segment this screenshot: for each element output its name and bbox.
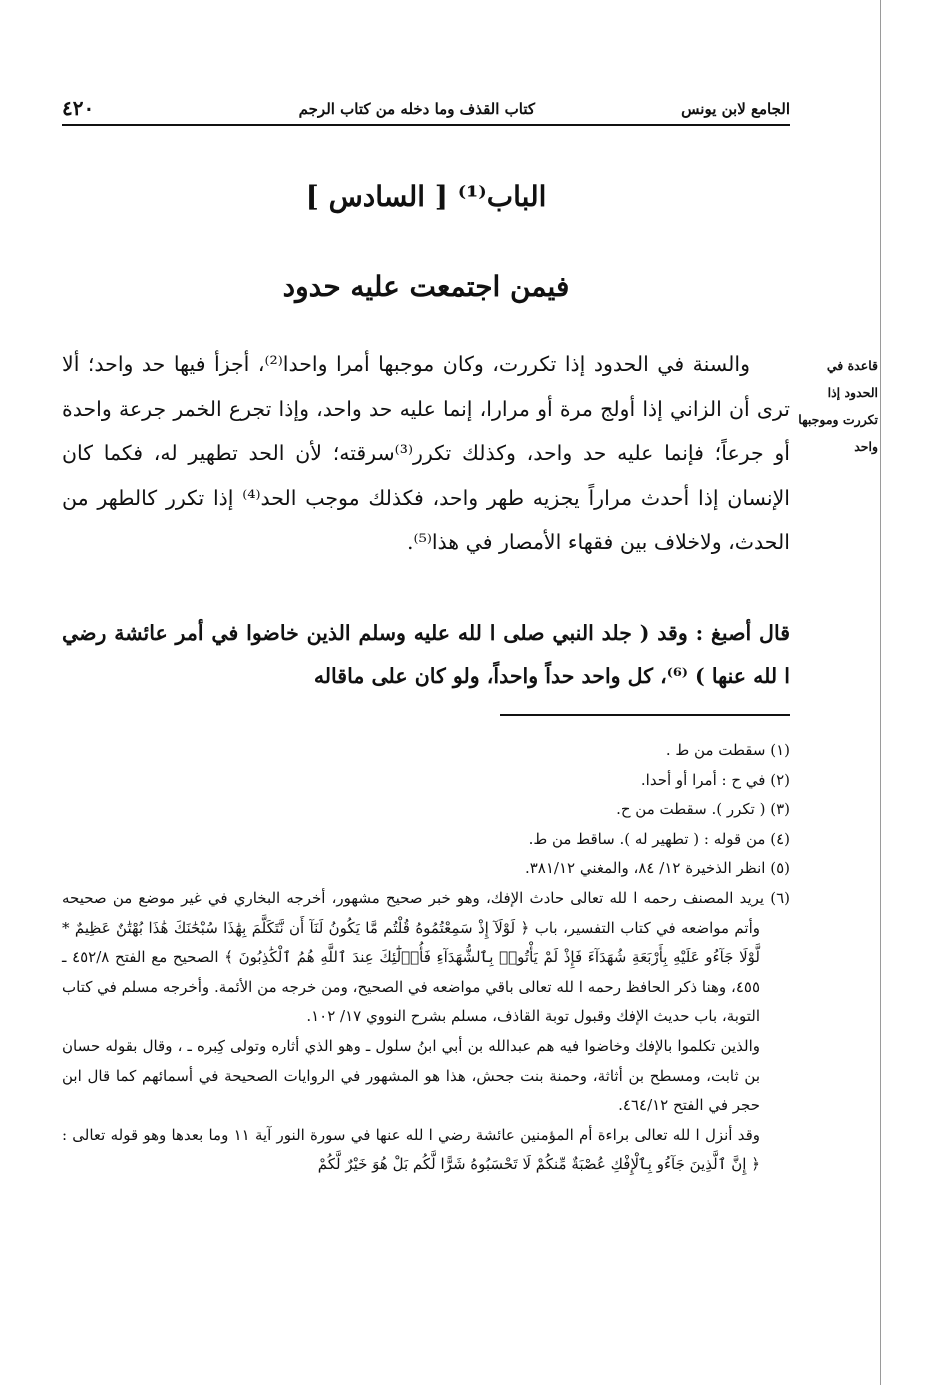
running-header [62, 96, 790, 122]
footnote-6: (٦) يريد المصنف رحمه ا لله تعالى حادث الإفك، وهو خبر صحيح مشهور، أخرجه البخاري في غير موضع من صحيحه وأتم مواضعه في كتاب التفسير، باب ﴿ لَوْلَآ إِذْ سَمِعْتُمُوهُ قُلْتُم مَّا يَكُونُ لَنَآ أَن نَّتَكَلَّمَ بِهَٰذَا سُبْحَٰنَكَ هَٰذَا بُهْتَٰنٌ عَظِيمٌ * لَّوْلَا جَآءُو عَلَيْهِ بِأَرْبَعَةِ شُهَدَآءَ فَإِذْ لَمْ يَأْتُوا۟ بِٱلشُّهَدَآءِ فَأُو۟لَٰٓئِكَ عِندَ ٱللَّهِ هُمُ ٱلْكَٰذِبُونَ ﴾ الصحيح مع الفتح ٤٥٢/٨ ـ ٤٥٥، وهنا ذكر الحافظ رحمه ا لله تعالى باقي مواضعه في الصحيح، ومن خرجه من الأئمة. وأخرجه مسلم في كتاب التوبة، باب حديث الإفك وقبول توبة القاذف، مسلم بشرح النووي ١٧/ ١٠٢. [62, 888, 790, 1026]
quote-paragraph: قال أصبغ : وقد ( جلد النبي صلى ا لله عليه وسلم الذين خاضوا في أمر عائشة رضي ا لله عنها ) ⁽⁶⁾، كل واحد حداً واحداً، ولو كان على ماقاله [62, 621, 790, 688]
chapter-title: الباب⁽¹⁾ [ السادس ] [305, 180, 547, 213]
header-divider [62, 124, 790, 126]
footnote-2: (٢) في ح : أمرا أو أحدا. [640, 770, 790, 789]
footnote-6-continuation-1: والذين تكلموا بالإفك وخاضوا فيه هم عبدالله بن أبي ابنُ سلول ـ وهو الذي أثاره وتولى كِبره ـ ، وقال بقوله حسان بن ثابت، ومسطح بن أثاثة، وحمنة بنت جحش، هذا هو المشهور في الروايات الصحيحة في أسمائهم كما قال ابن حجر في الفتح ٤٦٤/١٢. [62, 1036, 760, 1115]
margin-note: قاعدة في الحدود إذا تكررت وموجبها واحد [798, 358, 878, 454]
footnote-divider [500, 714, 790, 716]
section-title: فيمن اجتمعت عليه حدود [282, 270, 570, 303]
page-number: ٤٢٠ [62, 96, 95, 120]
footnote-5: (٥) انظر الذخيرة ١٢/ ٨٤، والمغني ٣٨١/١٢. [524, 859, 790, 878]
asbagh-quote [62, 612, 790, 698]
margin-rule [880, 0, 881, 1385]
footnotes [62, 736, 790, 1180]
header-book-title: الجامع لابن يونس [681, 100, 790, 118]
footnote-3: (٣) ( تكرر ). سقطت من ح. [616, 800, 790, 819]
header-chapter-title: كتاب القذف وما دخله من كتاب الرجم [298, 100, 535, 118]
footnote-4: (٤) من قوله : ( تطهير له ). ساقط من ط. [528, 829, 790, 848]
footnote-1: (١) سقطت من ط . [665, 741, 790, 759]
footnote-6-continuation-2: وقد أنزل ا لله تعالى براءة أم المؤمنين عائشة رضي ا لله عنها في سورة النور آية ١١ وما بعدها وهو قوله تعالى : ﴿ إِنَّ ٱلَّذِينَ جَآءُو بِٱلْإِفْكِ عُصْبَةٌ مِّنكُمْ لَا تَحْسَبُوهُ شَرًّا لَّكُم بَلْ هُوَ خَيْرٌ لَّكُمْ [62, 1125, 761, 1174]
main-text [62, 342, 790, 565]
body-paragraph: والسنة في الحدود إذا تكررت، وكان موجبها أمرا واحدا⁽²⁾، أجزأ فيها حد واحد؛ ألا ترى أن الزاني إذا أولج مرة أو مرارا، إنما عليه حد واحد، وإذا تجرع الخمر جرعة واحدة أو جرعاً؛ فإنما عليه حد واحد، وكذلك تكرر⁽³⁾سرقته؛ لأن الحد تطهير له، فكما كان الإنسان إذا أحدث مراراً يجزيه طهر واحد، فكذلك موجب الحد⁽⁴⁾ إذا تكرر كالطهر من الحدث، ولاخلاف بين فقهاء الأمصار في هذا⁽⁵⁾. [62, 352, 790, 554]
